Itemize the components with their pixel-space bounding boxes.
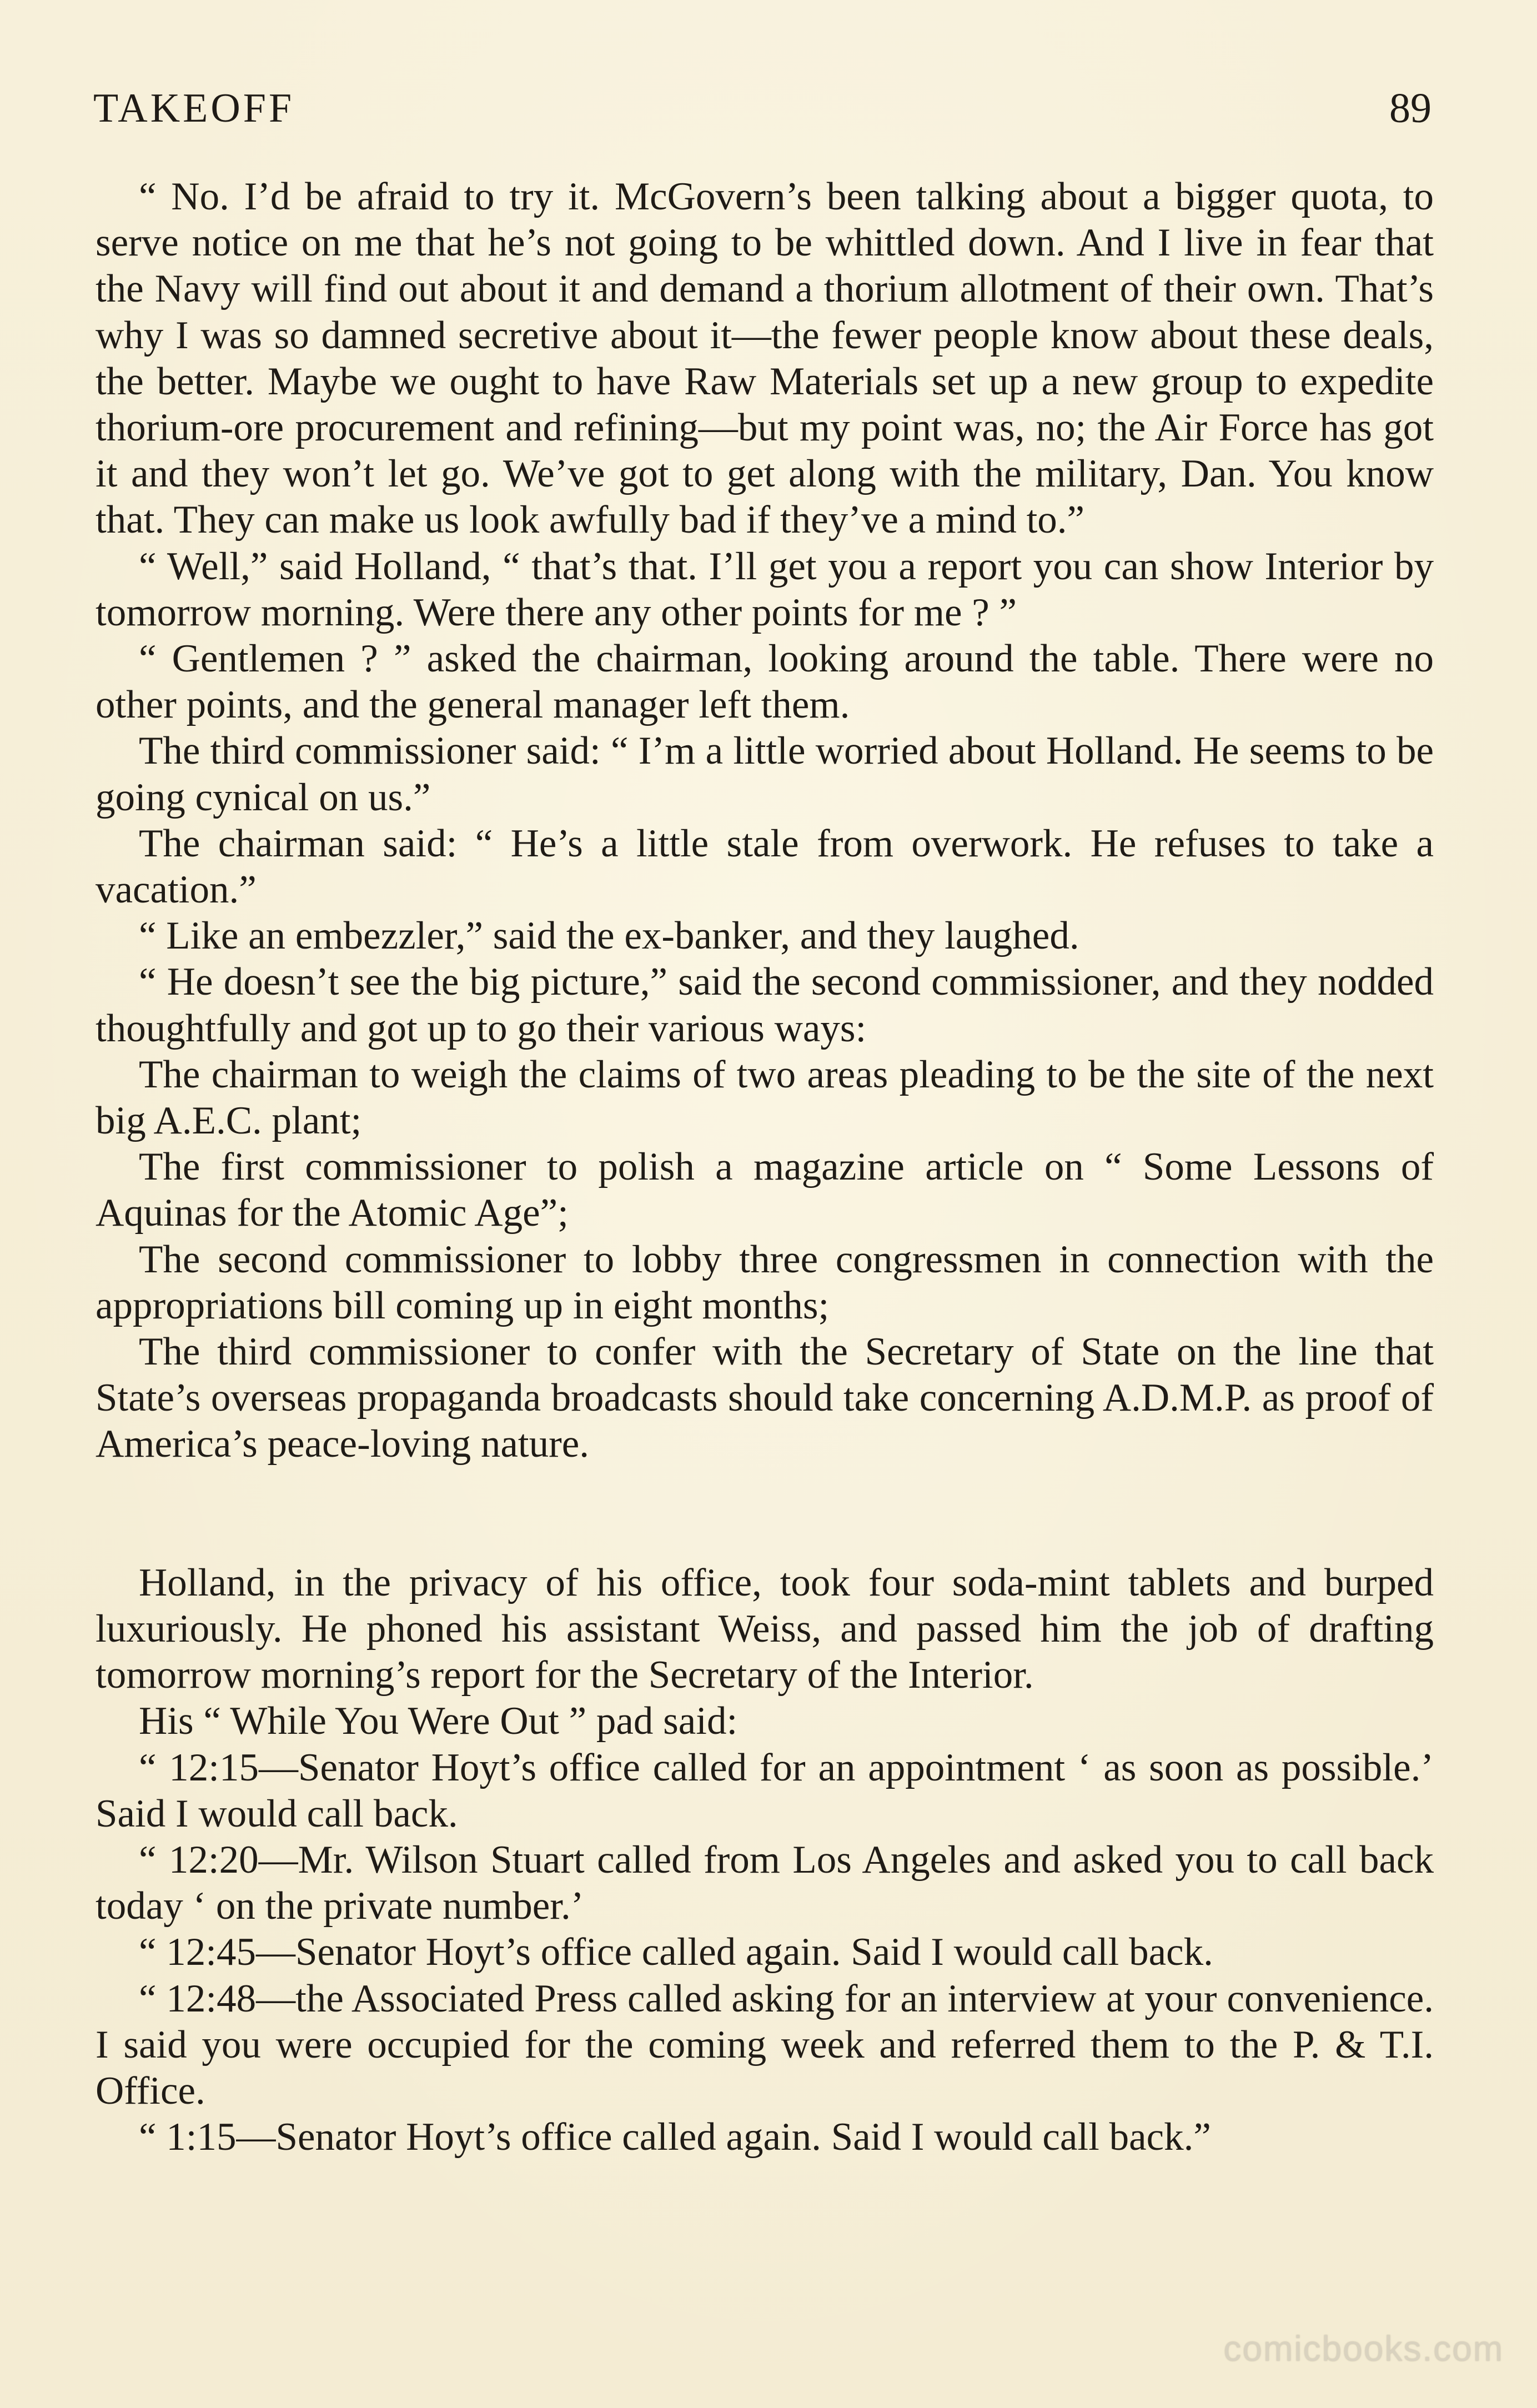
paragraph-holland-report: “ Well,” said Holland, “ that’s that. I’ll get you a report you can show Interior by tomorrow morning. Were there any other points for me ? ” (96, 544, 1434, 634)
paragraph-pad-said: His “ While You Were Out ” pad said: (139, 1699, 738, 1743)
paragraph-first-commissioner: The first commissioner to polish a magazine article on “ Some Lessons of Aquinas for the Atomic Age”; (96, 1145, 1434, 1235)
page-number: 89 (1389, 85, 1431, 132)
paragraph-big-picture: “ He doesn’t see the big picture,” said the second commissioner, and they nodded thoughtfully and got up to go their various ways: (96, 960, 1434, 1050)
body-text (96, 174, 1434, 2160)
message-1248: “ 12:48—the Associated Press called asking for an interview at your convenience. I said you were occupied for the coming week and referred them to the P. & T.I. Office. (96, 1976, 1434, 2113)
paragraph-third-commissioner-worried: The third commissioner said: “ I’m a little worried about Holland. He seems to be going cynical on us.” (96, 729, 1434, 819)
running-head (93, 83, 1431, 133)
paragraph-second-commissioner: The second commissioner to lobby three congressmen in connection with the appropriations bill coming up in eight months; (96, 1237, 1434, 1327)
paragraph-gentlemen: “ Gentlemen ? ” asked the chairman, looking around the table. There were no other points, and the general manager left them. (96, 637, 1434, 727)
paragraph-mcgovern-quota: “ No. I’d be afraid to try it. McGovern’s been talking about a bigger quota, to serve notice on me that he’s not going to be whittled down. And I live in fear that the Navy will find out about it and demand a thorium allotment of their own. That’s why I was so damned secretive about it—the fewer people know about these deals, the better. Maybe we ought to have Raw Materials set up a new group to expedite thorium-ore procurement and refining—but my point was, no; the Air Force has got it and they won’t let go. We’ve got to get along with the military, Dan. You know that. They can make us look awfully bad if they’ve a mind to.” (96, 175, 1434, 542)
running-title: TAKEOFF (93, 86, 295, 131)
message-1245: “ 12:45—Senator Hoyt’s office called again. Said I would call back. (139, 1930, 1213, 1974)
paragraph-chairman-stale: The chairman said: “ He’s a little stale from overwork. He refuses to take a vacation.” (96, 821, 1434, 912)
paragraph-embezzler: “ Like an embezzler,” said the ex-banker, and they laughed. (139, 914, 1079, 958)
paragraph-third-commissioner-state: The third commissioner to confer with the Secretary of State on the line that State’s overseas propaganda broadcasts should take concerning A.D.M.P. as proof of America’s peace-loving nature. (96, 1330, 1434, 1466)
message-115: “ 1:15—Senator Hoyt’s office called again. Said I would call back.” (139, 2115, 1211, 2159)
paragraph-holland-office: Holland, in the privacy of his office, took four soda-mint tablets and burped luxuriously. He phoned his assistant Weiss, and passed him the job of drafting tomorrow morning’s report for the Secretary of the Interior. (96, 1561, 1434, 1697)
message-1220: “ 12:20—Mr. Wilson Stuart called from Los Angeles and asked you to call back today ‘ on the private number.’ (96, 1838, 1434, 1928)
watermark: comicbooks.com (1223, 2329, 1504, 2369)
paragraph-chairman-plant: The chairman to weigh the claims of two areas pleading to be the site of the next big A.E.C. plant; (96, 1052, 1434, 1143)
message-1215: “ 12:15—Senator Hoyt’s office called for an appointment ‘ as soon as possible.’ Said I would call back. (96, 1745, 1434, 1835)
